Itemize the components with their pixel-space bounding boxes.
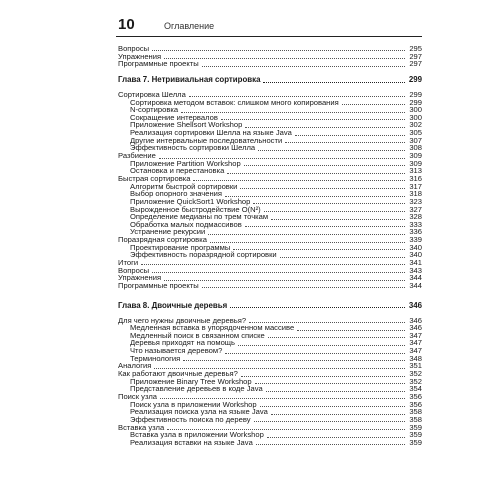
toc-entry-title: Сортировка методом вставок: слишком много копирования: [130, 97, 339, 107]
toc-entry-title: Вставка узла: [118, 422, 165, 432]
toc-entry-title: Обработка малых подмассивов: [130, 219, 242, 229]
toc-dot-leader: [264, 206, 405, 212]
toc-entry-title: Программные проекты: [118, 59, 199, 69]
toc-dot-leader: [233, 244, 405, 250]
toc-entry-page: 336: [409, 227, 422, 237]
toc-entry-page: 297: [409, 51, 422, 61]
toc-subsection: [118, 439, 422, 447]
toc-entry-title: Вырожденное быстродействие O(N²): [130, 204, 261, 214]
toc-entry-page: 344: [409, 273, 422, 283]
toc-entry-page: 313: [409, 166, 422, 176]
toc-entry-title: Глава 8. Двоичные деревья: [118, 300, 228, 310]
toc-dot-leader: [208, 229, 405, 235]
toc-entry-page: 341: [409, 258, 422, 267]
toc-subsection: [118, 355, 422, 363]
toc-entry-page: 307: [409, 135, 422, 145]
toc-entry-page: 346: [409, 315, 422, 325]
toc-entry-title: Терминология: [130, 353, 181, 363]
running-title: Оглавление: [164, 21, 215, 31]
toc-entry-title: N-сортировка: [130, 105, 179, 115]
toc-entry-title: Аналогия: [118, 361, 152, 371]
toc-entry-title: Устранение рекурсии: [130, 227, 206, 237]
toc-entry-page: 302: [409, 120, 422, 130]
toc-dot-leader: [245, 122, 405, 128]
toc-entry-title: Медленный поиск в связанном списке: [130, 330, 265, 340]
toc-entry-page: 343: [409, 265, 422, 275]
toc-entry-page: 305: [409, 128, 422, 138]
toc-dot-leader: [253, 198, 405, 204]
toc-dot-leader: [225, 191, 405, 197]
toc-dot-leader: [260, 401, 405, 407]
toc-entry-title: Приложение Binary Tree Workshop: [130, 376, 252, 386]
toc-entry-page: 316: [409, 173, 422, 183]
toc-dot-leader: [183, 355, 405, 361]
toc-entry-page: 308: [409, 143, 422, 153]
toc-entry-page: 346: [408, 300, 422, 310]
toc-entry-page: 351: [409, 361, 422, 371]
toc-entry-page: 358: [409, 414, 422, 424]
toc-entry-page: 299: [409, 97, 422, 107]
toc-entry-title: Поиск узла в приложении Workshop: [130, 399, 257, 409]
toc-entry-page: 358: [409, 407, 422, 417]
toc-dot-leader: [152, 45, 405, 51]
toc-dot-leader: [263, 77, 405, 83]
toc-entry-page: 339: [409, 235, 422, 245]
toc-entry-page: 300: [409, 105, 422, 115]
toc-entry-title: Вопросы: [118, 265, 150, 275]
toc-dot-leader: [154, 363, 405, 369]
toc-entry-title: Проектирование программы: [130, 242, 231, 252]
toc-entry-title: Для чего нужны двоичные деревья?: [118, 315, 247, 325]
toc-entry-title: Программные проекты: [118, 280, 199, 290]
toc-dot-leader: [268, 332, 405, 338]
toc-dot-leader: [164, 275, 405, 281]
toc-spacer: [118, 68, 422, 75]
toc-entry-title: Глава 7. Нетривиальная сортировка: [118, 74, 261, 84]
toc-dot-leader: [295, 130, 405, 136]
toc-entry-title: Вставка узла в приложении Workshop: [130, 430, 264, 440]
toc-dot-leader: [256, 439, 405, 445]
toc-dot-leader: [297, 325, 405, 331]
page-number: 10: [118, 16, 135, 33]
toc-entry-title: Приложение Partition Workshop: [130, 158, 241, 168]
toc-dot-leader: [280, 252, 405, 258]
toc-spacer: [118, 290, 422, 301]
toc-dot-leader: [227, 168, 405, 174]
toc-entry-title: Деревья приходят на помощь: [130, 338, 236, 348]
toc-dot-leader: [225, 348, 405, 354]
toc-dot-leader: [244, 160, 405, 166]
toc-dot-leader: [202, 282, 405, 288]
toc-entry-title: Быстрая сортировка: [118, 173, 191, 183]
toc-dot-leader: [240, 183, 405, 189]
toc-entry-title: Поразрядная сортировка: [118, 235, 207, 245]
toc-entry-title: Выбор опорного значения: [130, 189, 223, 199]
table-of-contents: [118, 45, 422, 446]
toc-dot-leader: [271, 214, 405, 220]
toc-entry-title: Итоги: [118, 258, 139, 267]
toc-entry-page: 299: [409, 89, 422, 99]
toc-dot-leader: [254, 416, 405, 422]
toc-entry-title: Приложение Shellsort Workshop: [130, 120, 243, 130]
toc-entry-title: Реализация сортировки Шелла на языке Java: [130, 128, 292, 138]
toc-entry-title: Вопросы: [118, 43, 150, 53]
toc-entry-page: 346: [409, 323, 422, 333]
toc-entry-page: 299: [408, 74, 422, 84]
toc-entry-title: Разбиение: [118, 151, 156, 161]
toc-entry-page: 295: [409, 43, 422, 53]
toc-entry-page: 297: [409, 59, 422, 69]
toc-dot-leader: [249, 317, 405, 323]
toc-dot-leader: [255, 378, 405, 384]
toc-entry-page: 348: [409, 353, 422, 363]
toc-entry-page: 352: [409, 376, 422, 386]
toc-entry-title: Сортировка Шелла: [118, 89, 186, 99]
toc-entry-page: 347: [409, 330, 422, 340]
toc-dot-leader: [210, 237, 405, 243]
toc-entry-page: 300: [409, 112, 422, 122]
toc-entry-page: 328: [409, 212, 422, 222]
toc-entry-title: Поиск узла: [118, 391, 157, 401]
toc-dot-leader: [159, 153, 405, 159]
toc-entry-title: Алгоритм быстрой сортировки: [130, 181, 238, 191]
toc-dot-leader: [141, 259, 405, 265]
toc-entry-page: 347: [409, 338, 422, 348]
running-header: [116, 13, 422, 37]
toc-dot-leader: [245, 221, 405, 227]
toc-entry-title: Другие интервальные последовательности: [130, 135, 283, 145]
toc-entry-page: 309: [409, 151, 422, 161]
toc-section: [118, 60, 422, 68]
toc-subsection: [118, 385, 422, 393]
toc-dot-leader: [258, 145, 405, 151]
toc-entry-page: 340: [409, 242, 422, 252]
toc-dot-leader: [189, 91, 405, 97]
toc-entry-page: 317: [409, 181, 422, 191]
toc-subsection: [118, 144, 422, 152]
toc-entry-page: 354: [409, 384, 422, 394]
toc-entry-page: 340: [409, 250, 422, 260]
toc-dot-leader: [342, 99, 405, 105]
toc-entry-page: 333: [409, 219, 422, 229]
toc-dot-leader: [152, 267, 405, 273]
toc-section: [118, 282, 422, 290]
toc-entry-title: Остановка и перестановка: [130, 166, 225, 176]
toc-entry-page: 344: [409, 280, 422, 290]
toc-chapter-heading: [118, 75, 422, 84]
toc-subsection: [118, 251, 422, 259]
toc-dot-leader: [164, 53, 405, 59]
toc-entry-page: 309: [409, 158, 422, 168]
toc-entry-title: Определение медианы по трем точкам: [130, 212, 269, 222]
toc-entry-page: 356: [409, 391, 422, 401]
toc-dot-leader: [202, 61, 405, 67]
toc-section: [118, 259, 422, 267]
toc-entry-title: Эффективность сортировки Шелла: [130, 143, 256, 153]
toc-dot-leader: [285, 137, 405, 143]
toc-dot-leader: [193, 175, 405, 181]
toc-dot-leader: [241, 371, 405, 377]
toc-dot-leader: [167, 424, 405, 430]
toc-dot-leader: [267, 432, 405, 438]
toc-entry-page: 323: [409, 196, 422, 206]
toc-entry-page: 359: [409, 422, 422, 432]
toc-entry-page: 352: [409, 369, 422, 379]
toc-entry-title: Как работают двоичные деревья?: [118, 369, 238, 379]
toc-dot-leader: [181, 107, 405, 113]
toc-entry-title: Медленная вставка в упорядоченном массиве: [130, 323, 295, 333]
toc-entry-page: 359: [409, 437, 422, 447]
toc-dot-leader: [160, 393, 405, 399]
toc-entry-title: Сокращение интервалов: [130, 112, 218, 122]
toc-section: [118, 45, 422, 53]
toc-entry-title: Эффективность поразрядной сортировки: [130, 250, 277, 260]
toc-entry-title: Эффективность поиска по дереву: [130, 414, 251, 424]
toc-dot-leader: [221, 114, 405, 120]
toc-section: [118, 267, 422, 275]
toc-entry-title: Приложение QuickSort1 Workshop: [130, 196, 251, 206]
toc-entry-title: Представление деревьев в коде Java: [130, 384, 263, 394]
toc-dot-leader: [266, 386, 405, 392]
toc-entry-page: 359: [409, 430, 422, 440]
toc-dot-leader: [238, 340, 405, 346]
toc-entry-title: Упражнения: [118, 273, 162, 283]
toc-entry-title: Упражнения: [118, 51, 162, 61]
toc-entry-title: Реализация вставки на языке Java: [130, 437, 253, 447]
toc-entry-page: 356: [409, 399, 422, 409]
toc-entry-title: Реализация поиска узла на языке Java: [130, 407, 268, 417]
toc-entry-page: 327: [409, 204, 422, 214]
toc-dot-leader: [271, 409, 405, 415]
toc-entry-page: 318: [409, 189, 422, 199]
toc-entry-title: Что называется деревом?: [130, 346, 223, 356]
toc-chapter-heading: [118, 301, 422, 310]
toc-entry-page: 347: [409, 346, 422, 356]
toc-dot-leader: [230, 302, 405, 308]
